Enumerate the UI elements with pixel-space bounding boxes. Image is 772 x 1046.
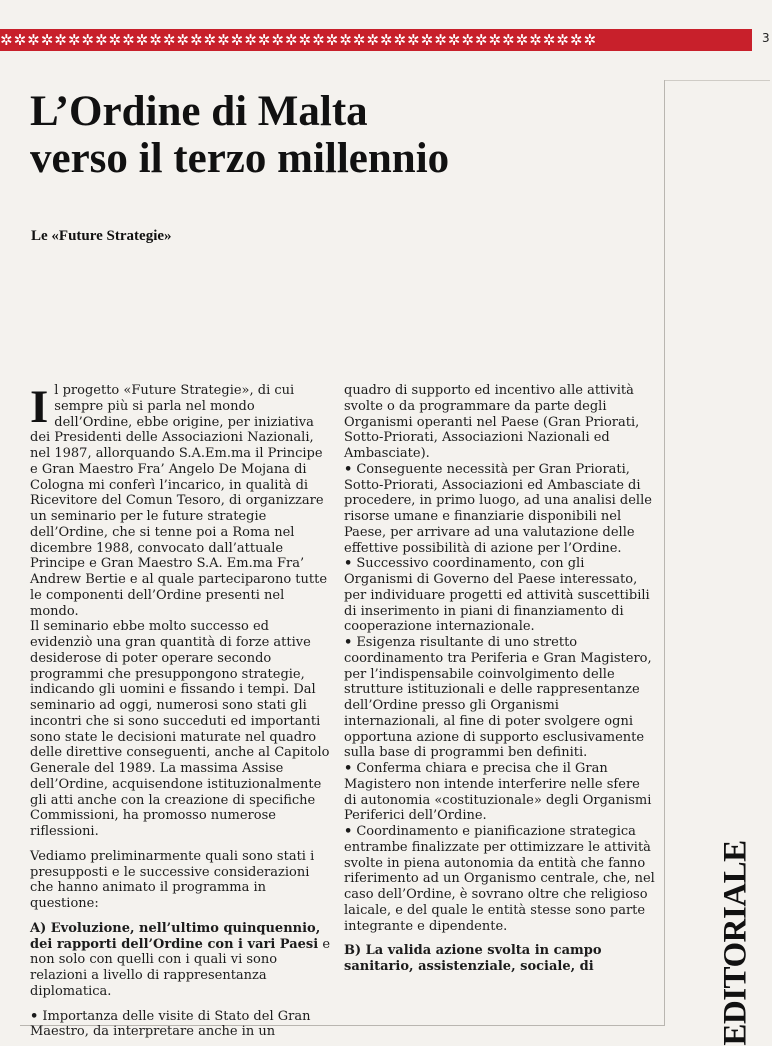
- bullet-icon: •: [344, 824, 353, 839]
- list-item: • Coordinamento e pianificazione strategica entrambe finalizzate per ottimizzare le attività svolte in piena autonomia da entità che fanno riferimento ad un Organismo centrale, che, nel caso dell’Ordine, è sovrano oltre che religioso laicale, e del quale le entità stesse sono parte integrante e dipendente.: [344, 824, 655, 934]
- list-item: • Esigenza risultante di uno stretto coordinamento tra Periferia e Gran Magistero, per l’indispensabile coinvolgimento delle strutture istituzionali e delle rappresentanze dell’Ordine presso gli Organismi internazionali, al fine di poter svolgere ogni opportuna azione di supporto esclusivamente sulla base di programmi ben definiti.: [344, 635, 652, 761]
- list-item: • Successivo coordinamento, con gli Organismi di Governo del Paese interessato, per individuare progetti ed attività suscettibili di inserimento in piani di finanziamento di cooperazione internazionale.: [344, 556, 650, 635]
- list-item: • Conferma chiara e precisa che il Gran Magistero non intende interferire nelle sfere di autonomia «costituzionale» degli Organismi Periferici dell’Ordine.: [344, 761, 652, 824]
- page-subtitle: Le «Future Strategie»: [31, 228, 172, 244]
- title-line-1: L’Ordine di Malta: [30, 88, 368, 135]
- margin-rule: [665, 80, 770, 81]
- decorative-cross-border: ✲✲✲✲✲✲✲✲✲✲✲✲✲✲✲✲✲✲✲✲✲✲✲✲✲✲✲✲✲✲✲✲✲✲✲✲✲✲✲✲✲✲✲✲: [0, 29, 752, 51]
- section-a-heading: A) Evoluzione, nell’ultimo quinquennio, dei rapporti dell’Ordine con i vari Paesi: [30, 920, 321, 952]
- bullet-icon: •: [344, 635, 353, 650]
- article-column-2: [344, 383, 656, 975]
- intro-paragraph: Il progetto «Future Strategie», di cui sempre più si parla nel mondo dell’Ordine, ebbe origine, per iniziativa dei Presidenti delle Associazioni Nazionali, nel 1987, allorquando S.A.Em.ma il Principe e Gran Maestro Fra’ Angelo De Mojana di Cologna mi conferì l’incarico, in qualità di Ricevitore del Comun Tesoro, di organizzare un seminario per le future strategie dell’Ordine, che si tenne poi a Roma nel dicembre 1988, convocato dall’attuale Principe e Gran Maestro S.A. Em.ma Fra’ Andrew Bertie e al quale parteciparono tutte le componenti dell’Ordine presenti nel mondo.: [30, 381, 328, 619]
- page-title: [30, 88, 449, 182]
- section-label: EDITORIALE: [717, 840, 754, 1046]
- section-a: A) Evoluzione, nell’ultimo quinquennio, dei rapporti dell’Ordine con i vari Paesi e non solo con quelli con i quali vi sono relazioni a livello di rappresentanza diplomatica.: [30, 920, 331, 999]
- section-b-heading: B) La valida azione svolta in campo sanitario, assistenziale, sociale, di: [344, 943, 602, 974]
- drop-cap: I: [30, 381, 49, 433]
- paragraph-seminar: Il seminario ebbe molto successo ed evidenziò una gran quantità di forze attive desiderose di poter operare secondo programmi che presuppongono strategie, indicando gli uomini e fissando i tempi. Dal seminario ad oggi, numerosi sono stati gli incontri che si sono succeduti ed importanti sono state le decisioni maturate nel quadro delle direttive conseguenti, anche al Capitolo Generale del 1989. La massima Assise dell’Ordine, acquisendone istituzionalmente gli atti anche con la creazione di specifiche Commissioni, ha promosso numerose riflessioni.: [30, 619, 330, 839]
- page-number: 3: [762, 31, 770, 45]
- list-item: • Importanza delle visite di Stato del Gran Maestro, da interpretare anche in un: [30, 1008, 311, 1040]
- paragraph-premises: Vediamo preliminarmente quali sono stati i presupposti e le successive considerazioni che hanno animato il programma in questione:: [30, 848, 315, 911]
- bullet-icon: •: [344, 556, 353, 572]
- bullet-icon: •: [30, 1008, 39, 1024]
- title-line-2: verso il terzo millennio: [30, 135, 450, 182]
- column-divider: [664, 80, 665, 1025]
- bullet-icon: •: [344, 461, 353, 477]
- bullet-icon: •: [344, 761, 353, 776]
- list-item: • Conseguente necessità per Gran Priorati, Sotto-Priorati, Associazioni ed Ambasciate di procedere, in primo luogo, ad una analisi delle risorse umane e finanziarie disponibili nel Paese, per arrivare ad una valutazione delle effettive possibilità di azione per l’Ordine.: [344, 461, 652, 556]
- article-column-1: [30, 383, 330, 1040]
- continued-text: quadro di supporto ed incentivo alle attività svolte o da programmare da parte degli Organismi operanti nel Paese (Gran Priorati, Sotto-Priorati, Associazioni Nazionali ed Ambasciate).: [344, 383, 640, 461]
